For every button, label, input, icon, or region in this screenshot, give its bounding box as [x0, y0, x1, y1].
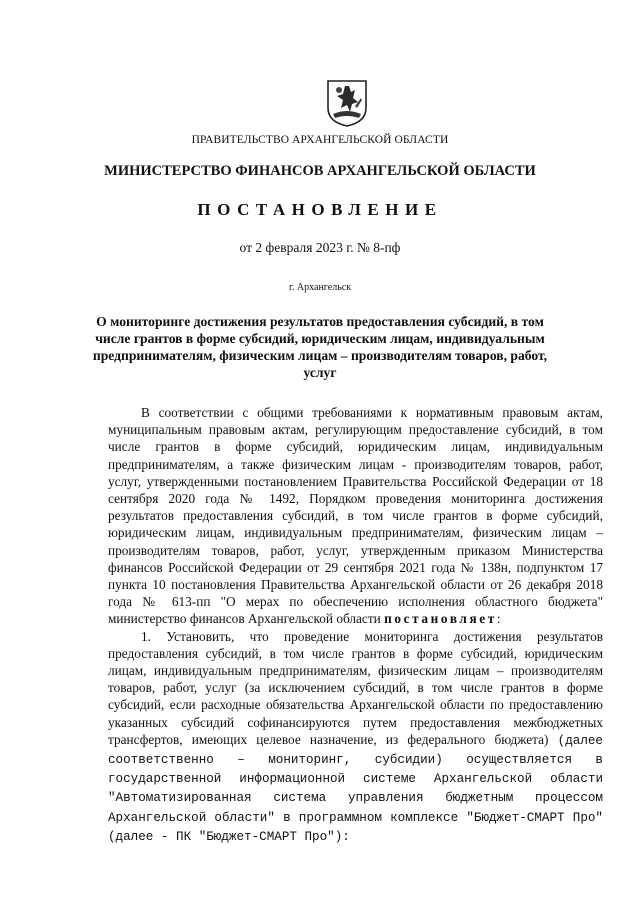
document-type: ПОСТАНОВЛЕНИЕ [197, 200, 443, 219]
document-body [108, 404, 603, 846]
clause-1-paragraph [108, 628, 603, 846]
preamble-paragraph [108, 404, 603, 628]
resolves-colon: : [496, 611, 501, 627]
document-date-number: от 2 февраля 2023 г. № 8-пф [239, 240, 401, 255]
preamble-text: В соответствии с общими требованиями к нормативным правовым актам, муниципальным правовым актам, регулирующим предоставление субсидий, в том числе грантов в форме субсидий, юридическим лицам, индивидуальным предпринимателям, а также физическим лицам - производителям товаров, работ, услуг, утвержденными постановлением Правительства Российской Федерации от 18 сентября 2020 года № 1492, Порядком проведения мониторинга достижения результатов предоставления субсидий, в том числе грантов в форме субсидий, юридическим лицам, индивидуальным предпринимателям, физическим лицам – производителям товаров, работ, услуг, утвержденным приказом Министерства финансов Российской Федерации от 29 сентября 2021 года № 138н, подпунктом 17 пункта 10 постановления Правительства Архангельской области от 26 декабря 2018 года № 613-пп "О мерах по обеспечению исполнения областного бюджета" министерство финансов Архангельской области [108, 405, 603, 627]
clause-1-part-2: (далее соответственно – мониторинг, субсидии) осуществляется в государственной информационной системе Архангельской области "Автоматизированная система управления бюджетным процессом Архангельской области" в программном комплексе "Бюджет-СМАРТ Про" (далее - ПК "Бюджет-СМАРТ Про"): [108, 733, 603, 844]
document-title: О мониторинге достижения результатов предоставления субсидий, в том числе грантов в форме субсидий, юридическим лицам, индивидуальным предпринимателям, физическим лицам – производителям товаров, работ, услуг [92, 314, 548, 380]
ministry-name: МИНИСТЕРСТВО ФИНАНСОВ АРХАНГЕЛЬСКОЙ ОБЛАСТИ [104, 163, 536, 179]
clause-1-part-1: 1. Установить, что проведение мониторинга достижения результатов предоставления субсидий, в том числе грантов в форме субсидий, юридическим лицам, индивидуальным предпринимателям, физическим лицам – производителям товаров, работ, услуг (за исключением субсидий, в том числе грантов в форме субсидий, если расходные обязательства Архангельской области по предоставлению указанных субсидий софинансируются путем предоставления межбюджетных трансфертов, имеющих целевое назначение, из федерального бюджета) [108, 628, 603, 747]
resolves-word: постановляет [384, 611, 497, 627]
government-name: ПРАВИТЕЛЬСТВО АРХАНГЕЛЬСКОЙ ОБЛАСТИ [191, 134, 449, 146]
document-city: г. Архангельск [288, 282, 352, 293]
coat-of-arms-icon [325, 78, 369, 128]
